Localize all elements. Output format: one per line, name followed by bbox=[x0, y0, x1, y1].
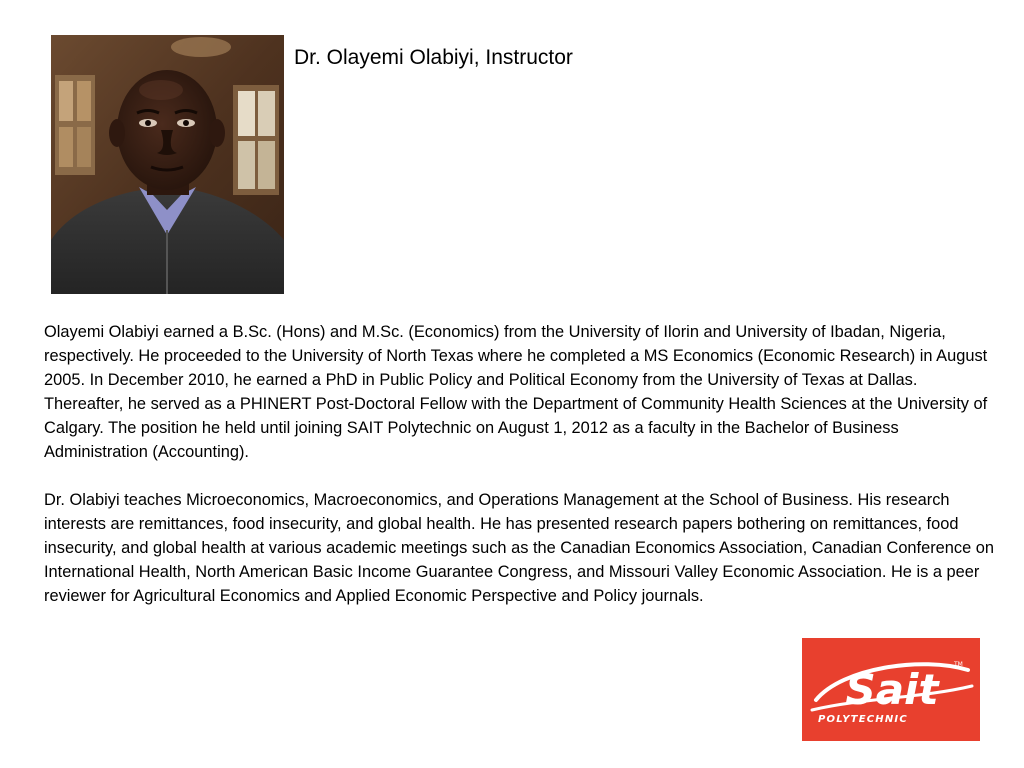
logo-subtitle: POLYTECHNIC bbox=[818, 714, 908, 725]
sait-polytechnic-logo bbox=[802, 638, 980, 741]
page-title: Dr. Olayemi Olabiyi, Instructor bbox=[294, 46, 573, 69]
logo-trademark: TM bbox=[954, 661, 963, 668]
bio-paragraph-education: Olayemi Olabiyi earned a B.Sc. (Hons) and M.Sc. (Economics) from the University of Ilorin and University of Ibadan, Nigeria, respectively. He proceeded to the University of North Texas where he completed a MS Economics (Economic Research) in August 2005. In December 2010, he earned a PhD in Public Policy and Political Economy from the University of Texas at Dallas. Thereafter, he served as a PHINERT Post-Doctoral Fellow with the Department of Community Health Sciences at the University of Calgary. The position he held until joining SAIT Polytechnic on August 1, 2012 as a faculty in the Bachelor of Business Administration (Accounting). bbox=[44, 323, 988, 461]
logo-wordmark: Sait bbox=[845, 665, 939, 714]
biography-text bbox=[44, 320, 994, 608]
instructor-portrait-photo bbox=[51, 35, 284, 294]
bio-paragraph-teaching: Dr. Olabiyi teaches Microeconomics, Macroeconomics, and Operations Management at the School of Business. His research interests are remittances, food insecurity, and global health. He has presented research papers bothering on remittances, food insecurity, and global health at various academic meetings such as the Canadian Economics Association, Canadian Conference on International Health, North American Basic Income Guarantee Congress, and Missouri Valley Economic Association. He is a peer reviewer for Agricultural Economics and Applied Economic Perspective and Policy journals. bbox=[44, 491, 994, 605]
